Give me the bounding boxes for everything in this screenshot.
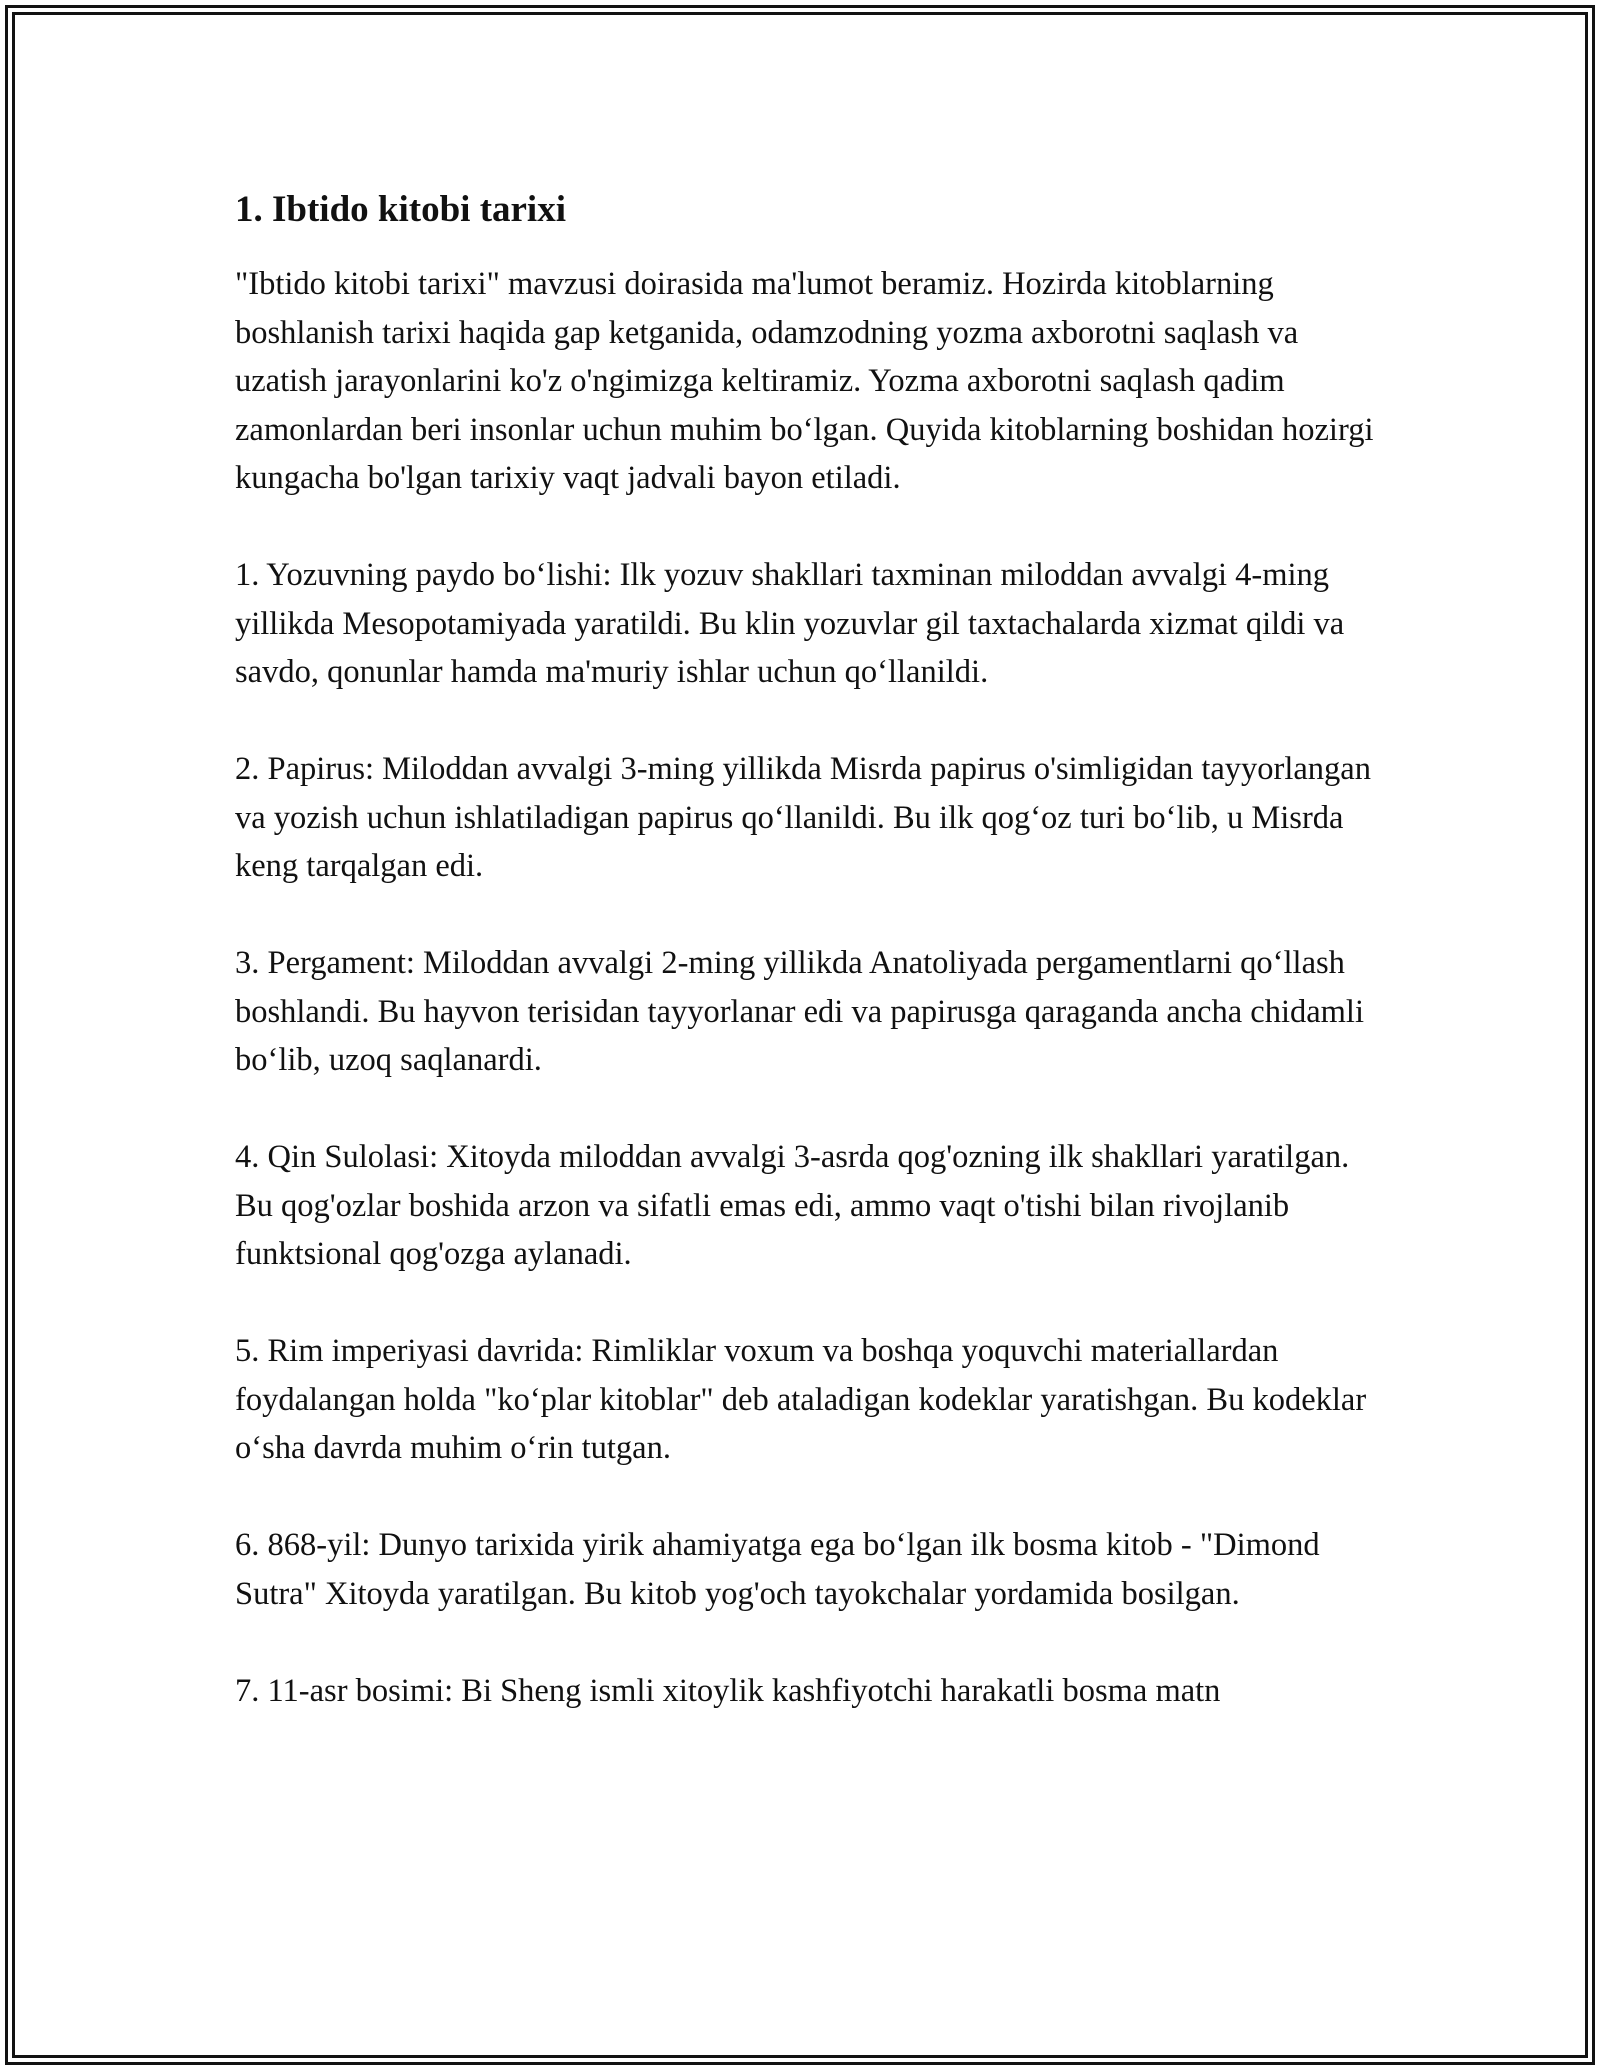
list-item-868-year: 6. 868-yil: Dunyo tarixida yirik ahamiyatga ega bo‘lgan ilk bosma kitob - "Dimond Sutra" Xitoyda yaratilgan. Bu kitob yog'och tayokchalar yordamida bosilgan. [235,1527,1320,1612]
list-item-papyrus: 2. Papirus: Miloddan avvalgi 3-ming yillikda Misrda papirus o'simligidan tayyorlangan va yozish uchun ishlatiladigan papirus qo‘llanildi. Bu ilk qog‘oz turi bo‘lib, u Misrda keng tarqalgan edi. [235,751,1371,885]
section-heading: 1. Ibtido kitobi tarixi [235,189,566,230]
list-item-qin-dynasty: 4. Qin Sulolasi: Xitoyda miloddan avvalgi 3-asrda qog'ozning ilk shakllari yaratilgan. Bu qog'ozlar boshida arzon va sifatli emas edi, ammo vaqt o'tishi bilan rivojlanib funktsional qog'ozga aylanadi. [235,1139,1350,1273]
list-item-roman-empire: 5. Rim imperiyasi davrida: Rimliklar voxum va boshqa yoquvchi materiallardan foydalangan holda "ko‘plar kitoblar" deb ataladigan kodeklar yaratishgan. Bu kodeklar o‘sha davrda muhim o‘rin tutgan. [235,1333,1367,1467]
document-body [235,188,1375,1764]
list-item-parchment: 3. Pergament: Miloddan avvalgi 2-ming yillikda Anatoliyada pergamentlarni qo‘llash boshlandi. Bu hayvon terisidan tayyorlanar edi va papirusga qaraganda ancha chidamli bo‘lib, uzoq saqlanardi. [235,945,1364,1079]
list-item-writing-origin: 1. Yozuvning paydo bo‘lishi: Ilk yozuv shakllari taxminan miloddan avvalgi 4-ming yillikda Mesopotamiyada yaratildi. Bu klin yozuvlar gil taxtachalarda xizmat qildi va savdo, qonunlar hamda ma'muriy ishlar uchun qo‘llanildi. [235,557,1345,691]
intro-paragraph: "Ibtido kitobi tarixi" mavzusi doirasida ma'lumot beramiz. Hozirda kitoblarning boshlanish tarixi haqida gap ketganida, odamzodning yozma axborotni saqlash va uzatish jarayonlarini ko'z o'ngimizga keltiramiz. Yozma axborotni saqlash qadim zamonlardan beri insonlar uchun muhim bo‘lgan. Quyida kitoblarning boshidan hozirgi kungacha bo'lgan tarixiy vaqt jadvali bayon etiladi. [235,266,1374,497]
list-item-11th-century: 7. 11-asr bosimi: Bi Sheng ismli xitoylik kashfiyotchi harakatli bosma matn [235,1672,1221,1709]
